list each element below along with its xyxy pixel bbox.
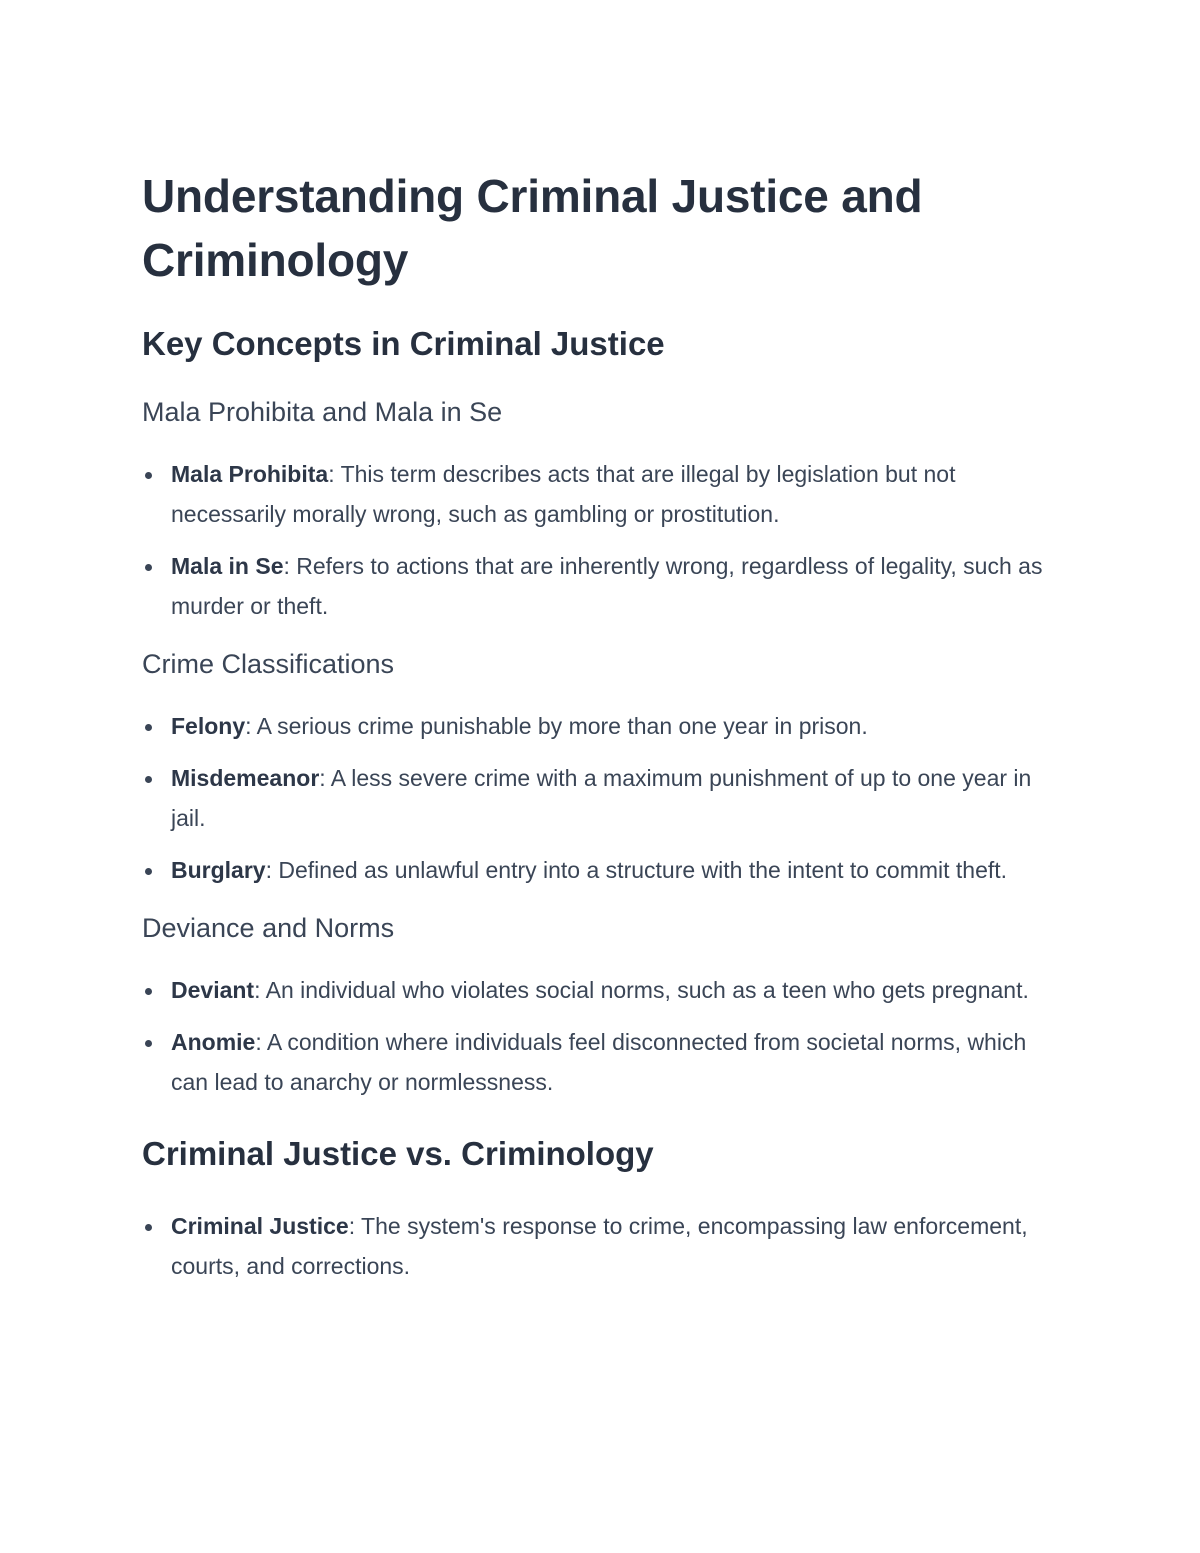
bullet-list-mala bbox=[142, 454, 1052, 626]
term-definition: : A serious crime punishable by more than one year in prison. bbox=[245, 713, 868, 739]
list-item bbox=[142, 970, 1052, 1010]
term-definition: : This term describes acts that are illegal by legislation but not necessarily morally wrong, such as gambling or prostitution. bbox=[171, 461, 956, 527]
document-page bbox=[142, 164, 1052, 1286]
bullet-icon bbox=[145, 724, 152, 731]
list-item bbox=[142, 1206, 1052, 1286]
section-heading-cj-vs-criminology: Criminal Justice vs. Criminology bbox=[142, 1135, 654, 1172]
term-definition: : An individual who violates social norms, such as a teen who gets pregnant. bbox=[254, 977, 1029, 1003]
term-label: Criminal Justice bbox=[171, 1213, 349, 1239]
bullet-icon bbox=[145, 472, 152, 479]
term-label: Misdemeanor bbox=[171, 765, 320, 791]
bullet-icon bbox=[145, 988, 152, 995]
term-label: Deviant bbox=[171, 977, 255, 1003]
bullet-list-cj-vs-criminology bbox=[142, 1206, 1052, 1286]
term-definition: : The system's response to crime, encompassing law enforcement, courts, and corrections. bbox=[171, 1213, 1028, 1279]
term-definition: : A condition where individuals feel disconnected from societal norms, which can lead to anarchy or normlessness. bbox=[171, 1029, 1027, 1095]
section-heading-key-concepts: Key Concepts in Criminal Justice bbox=[142, 325, 665, 362]
term-label: Burglary bbox=[171, 857, 266, 883]
bullet-icon bbox=[145, 776, 152, 783]
term-label: Mala Prohibita bbox=[171, 461, 329, 487]
subsection-heading-mala: Mala Prohibita and Mala in Se bbox=[142, 397, 503, 427]
subsection-heading-deviance: Deviance and Norms bbox=[142, 913, 395, 943]
bullet-icon bbox=[145, 868, 152, 875]
term-label: Mala in Se bbox=[171, 553, 284, 579]
term-definition: : A less severe crime with a maximum punishment of up to one year in jail. bbox=[171, 765, 1032, 831]
bullet-icon bbox=[145, 1224, 152, 1231]
list-item bbox=[142, 454, 1052, 534]
document-title: Understanding Criminal Justice and Criminology bbox=[142, 170, 923, 286]
list-item bbox=[142, 706, 1052, 746]
bullet-list-deviance bbox=[142, 970, 1052, 1102]
term-label: Anomie bbox=[171, 1029, 256, 1055]
list-item bbox=[142, 546, 1052, 626]
term-definition: : Refers to actions that are inherently wrong, regardless of legality, such as murder or theft. bbox=[171, 553, 1043, 619]
term-definition: : Defined as unlawful entry into a structure with the intent to commit theft. bbox=[265, 857, 1008, 883]
term-label: Felony bbox=[171, 713, 246, 739]
bullet-list-crime-classifications bbox=[142, 706, 1052, 890]
list-item bbox=[142, 758, 1052, 838]
bullet-icon bbox=[145, 1040, 152, 1047]
bullet-icon bbox=[145, 564, 152, 571]
list-item bbox=[142, 1022, 1052, 1102]
subsection-heading-crime-classifications: Crime Classifications bbox=[142, 649, 395, 679]
list-item bbox=[142, 850, 1052, 890]
